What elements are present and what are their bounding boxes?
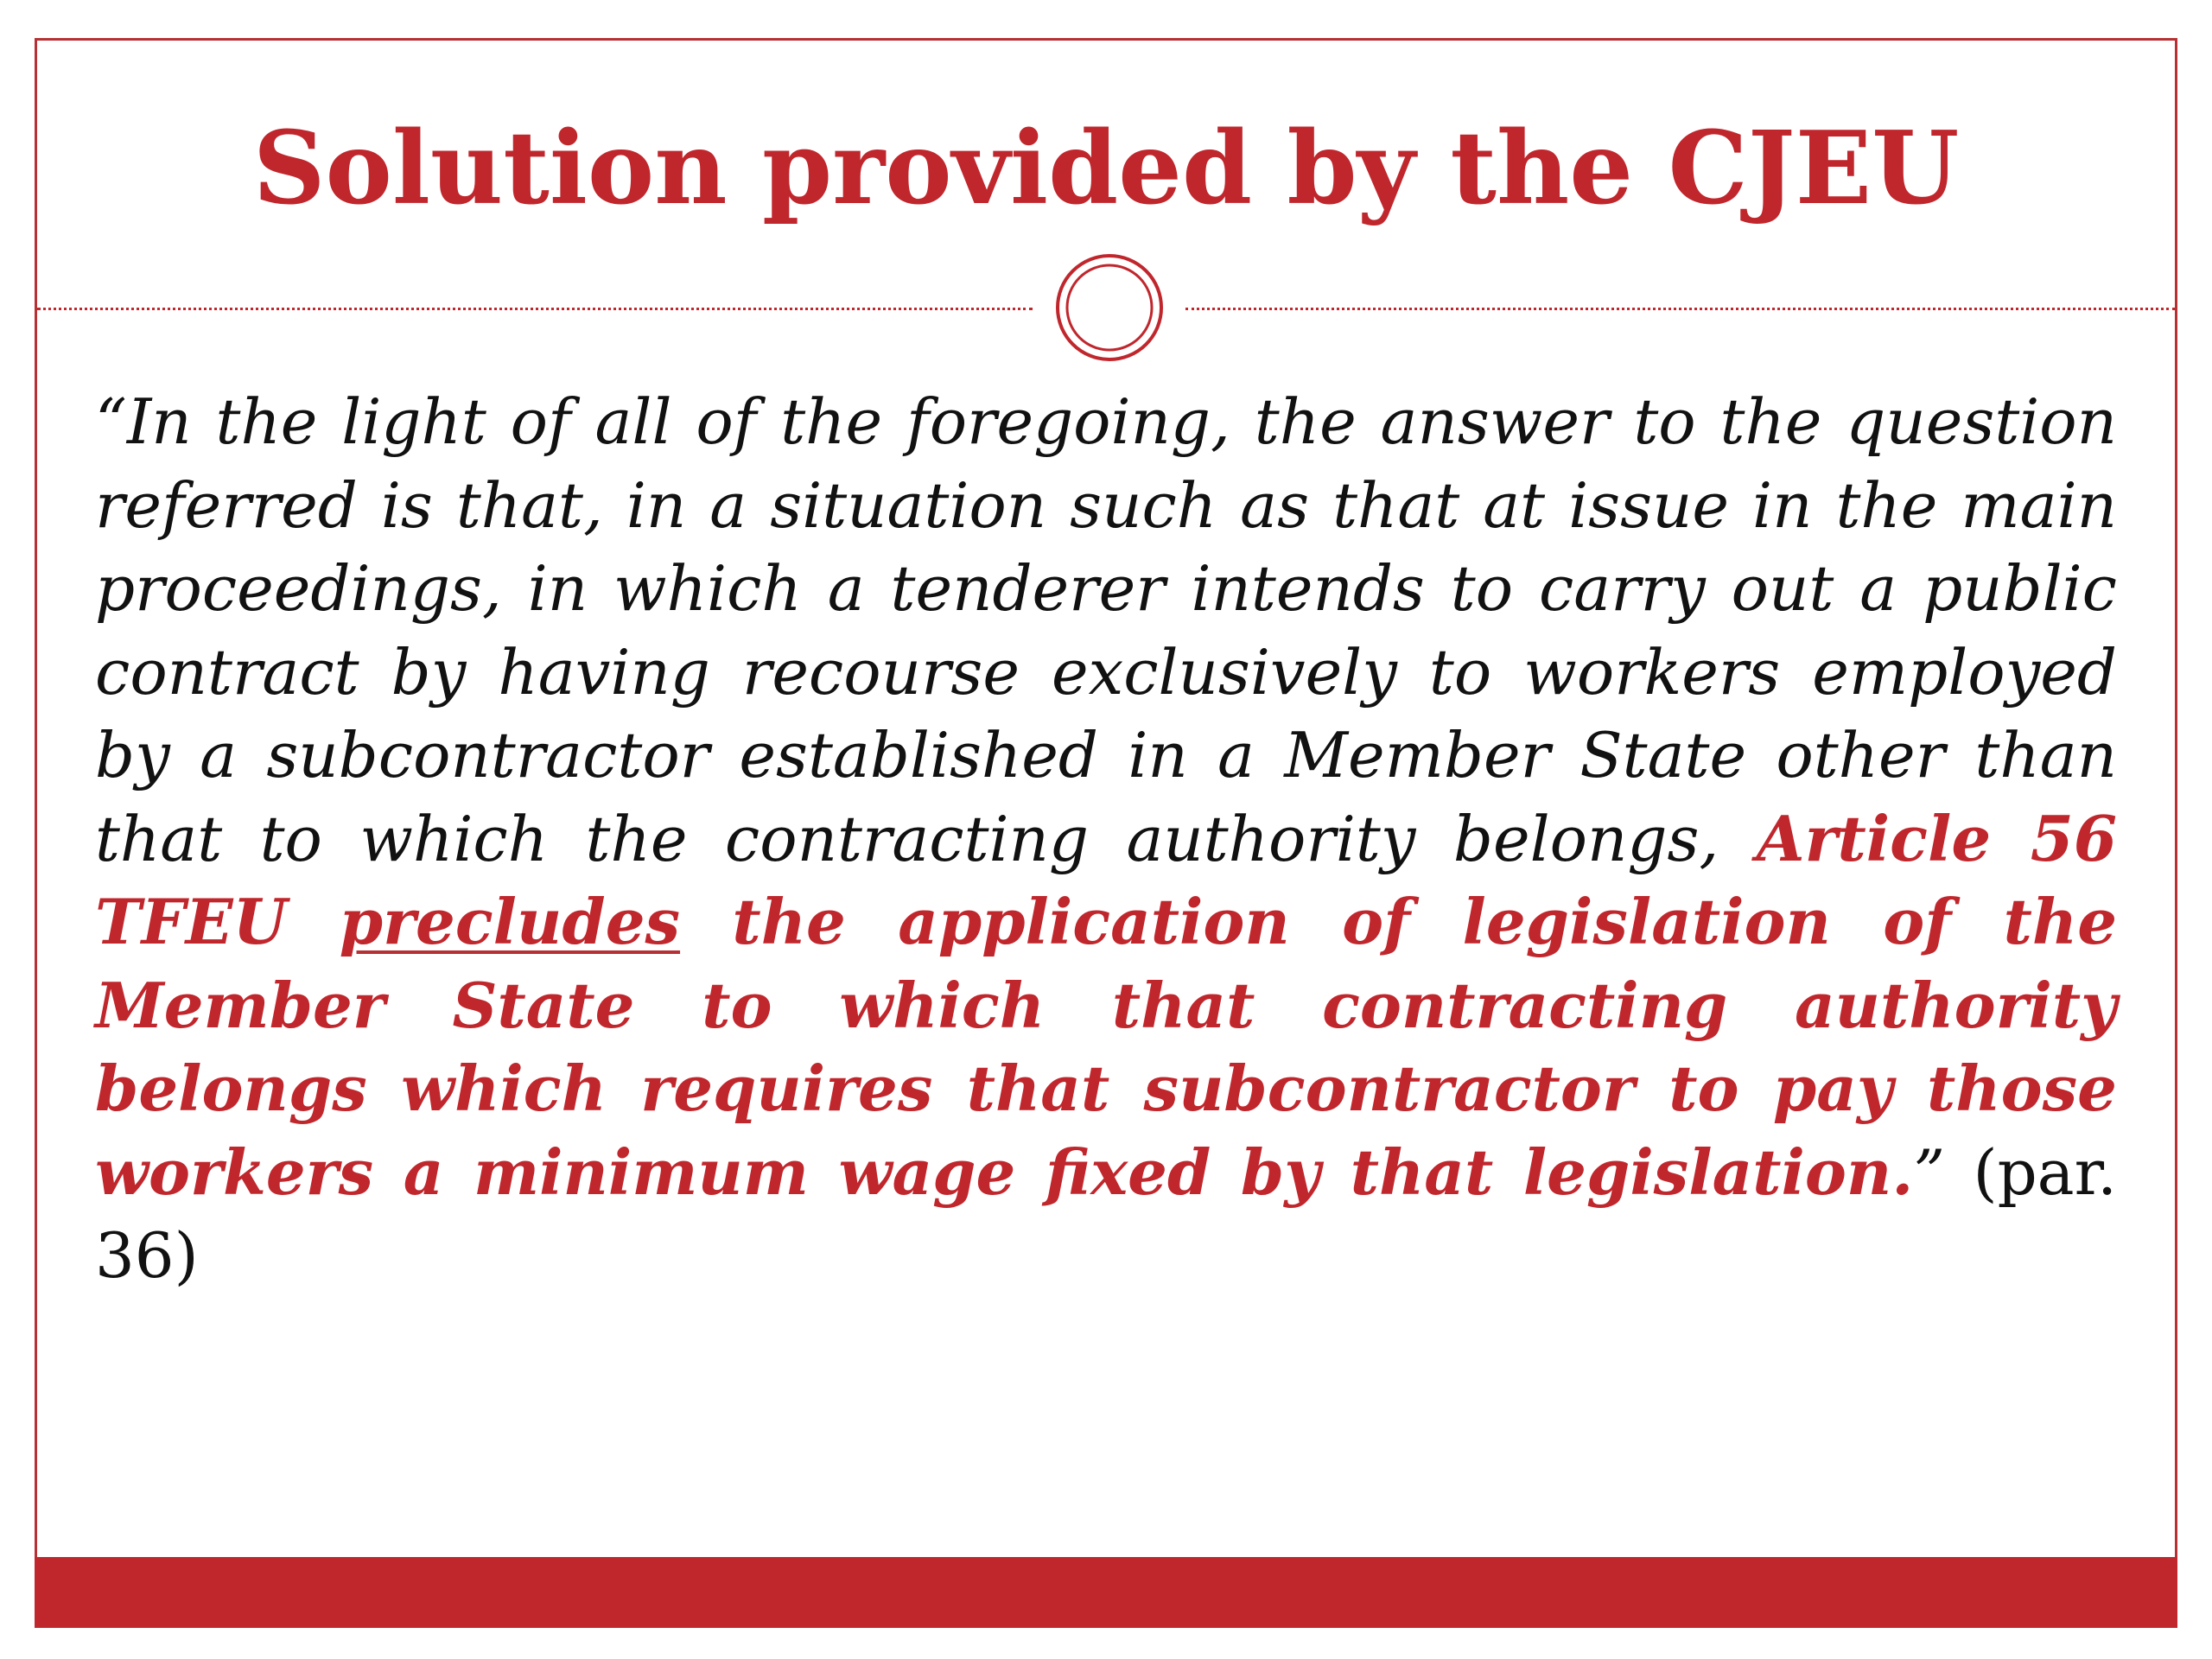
quote-emphasis-rest: the application of legislation of the Member State to which that contracting authority belongs which requires that subcontractor to pay those workers a minimum wage fixed by that legislation. bbox=[95, 885, 2118, 1209]
title-divider-right bbox=[1185, 308, 2175, 310]
slide-title: Solution provided by the CJEU bbox=[252, 110, 1960, 227]
quote-open-mark: “ bbox=[95, 385, 127, 458]
quote-emphasis-underlined: precludes bbox=[339, 885, 681, 958]
quote-plain-text: In the light of all of the foregoing, the answer to the question referred is that, in a situation such as that at issue in the main proceedings, in which a tenderer intends to carry out a public contract by having recourse exclusively to workers employed by a subcontractor established in a Member State other than that to which the contracting authority belongs, bbox=[95, 385, 2117, 875]
quote-citation: (par. 36) bbox=[95, 1135, 2117, 1292]
title-divider-left bbox=[37, 308, 1033, 310]
double-circle-ornament-icon bbox=[1053, 251, 1166, 364]
quote-emphasis-lead: Article 56 TFEU bbox=[95, 801, 2117, 958]
court-quote bbox=[95, 380, 2117, 1298]
quote-close-mark: ” bbox=[1913, 1135, 1946, 1209]
bottom-accent-bar bbox=[35, 1557, 2177, 1628]
